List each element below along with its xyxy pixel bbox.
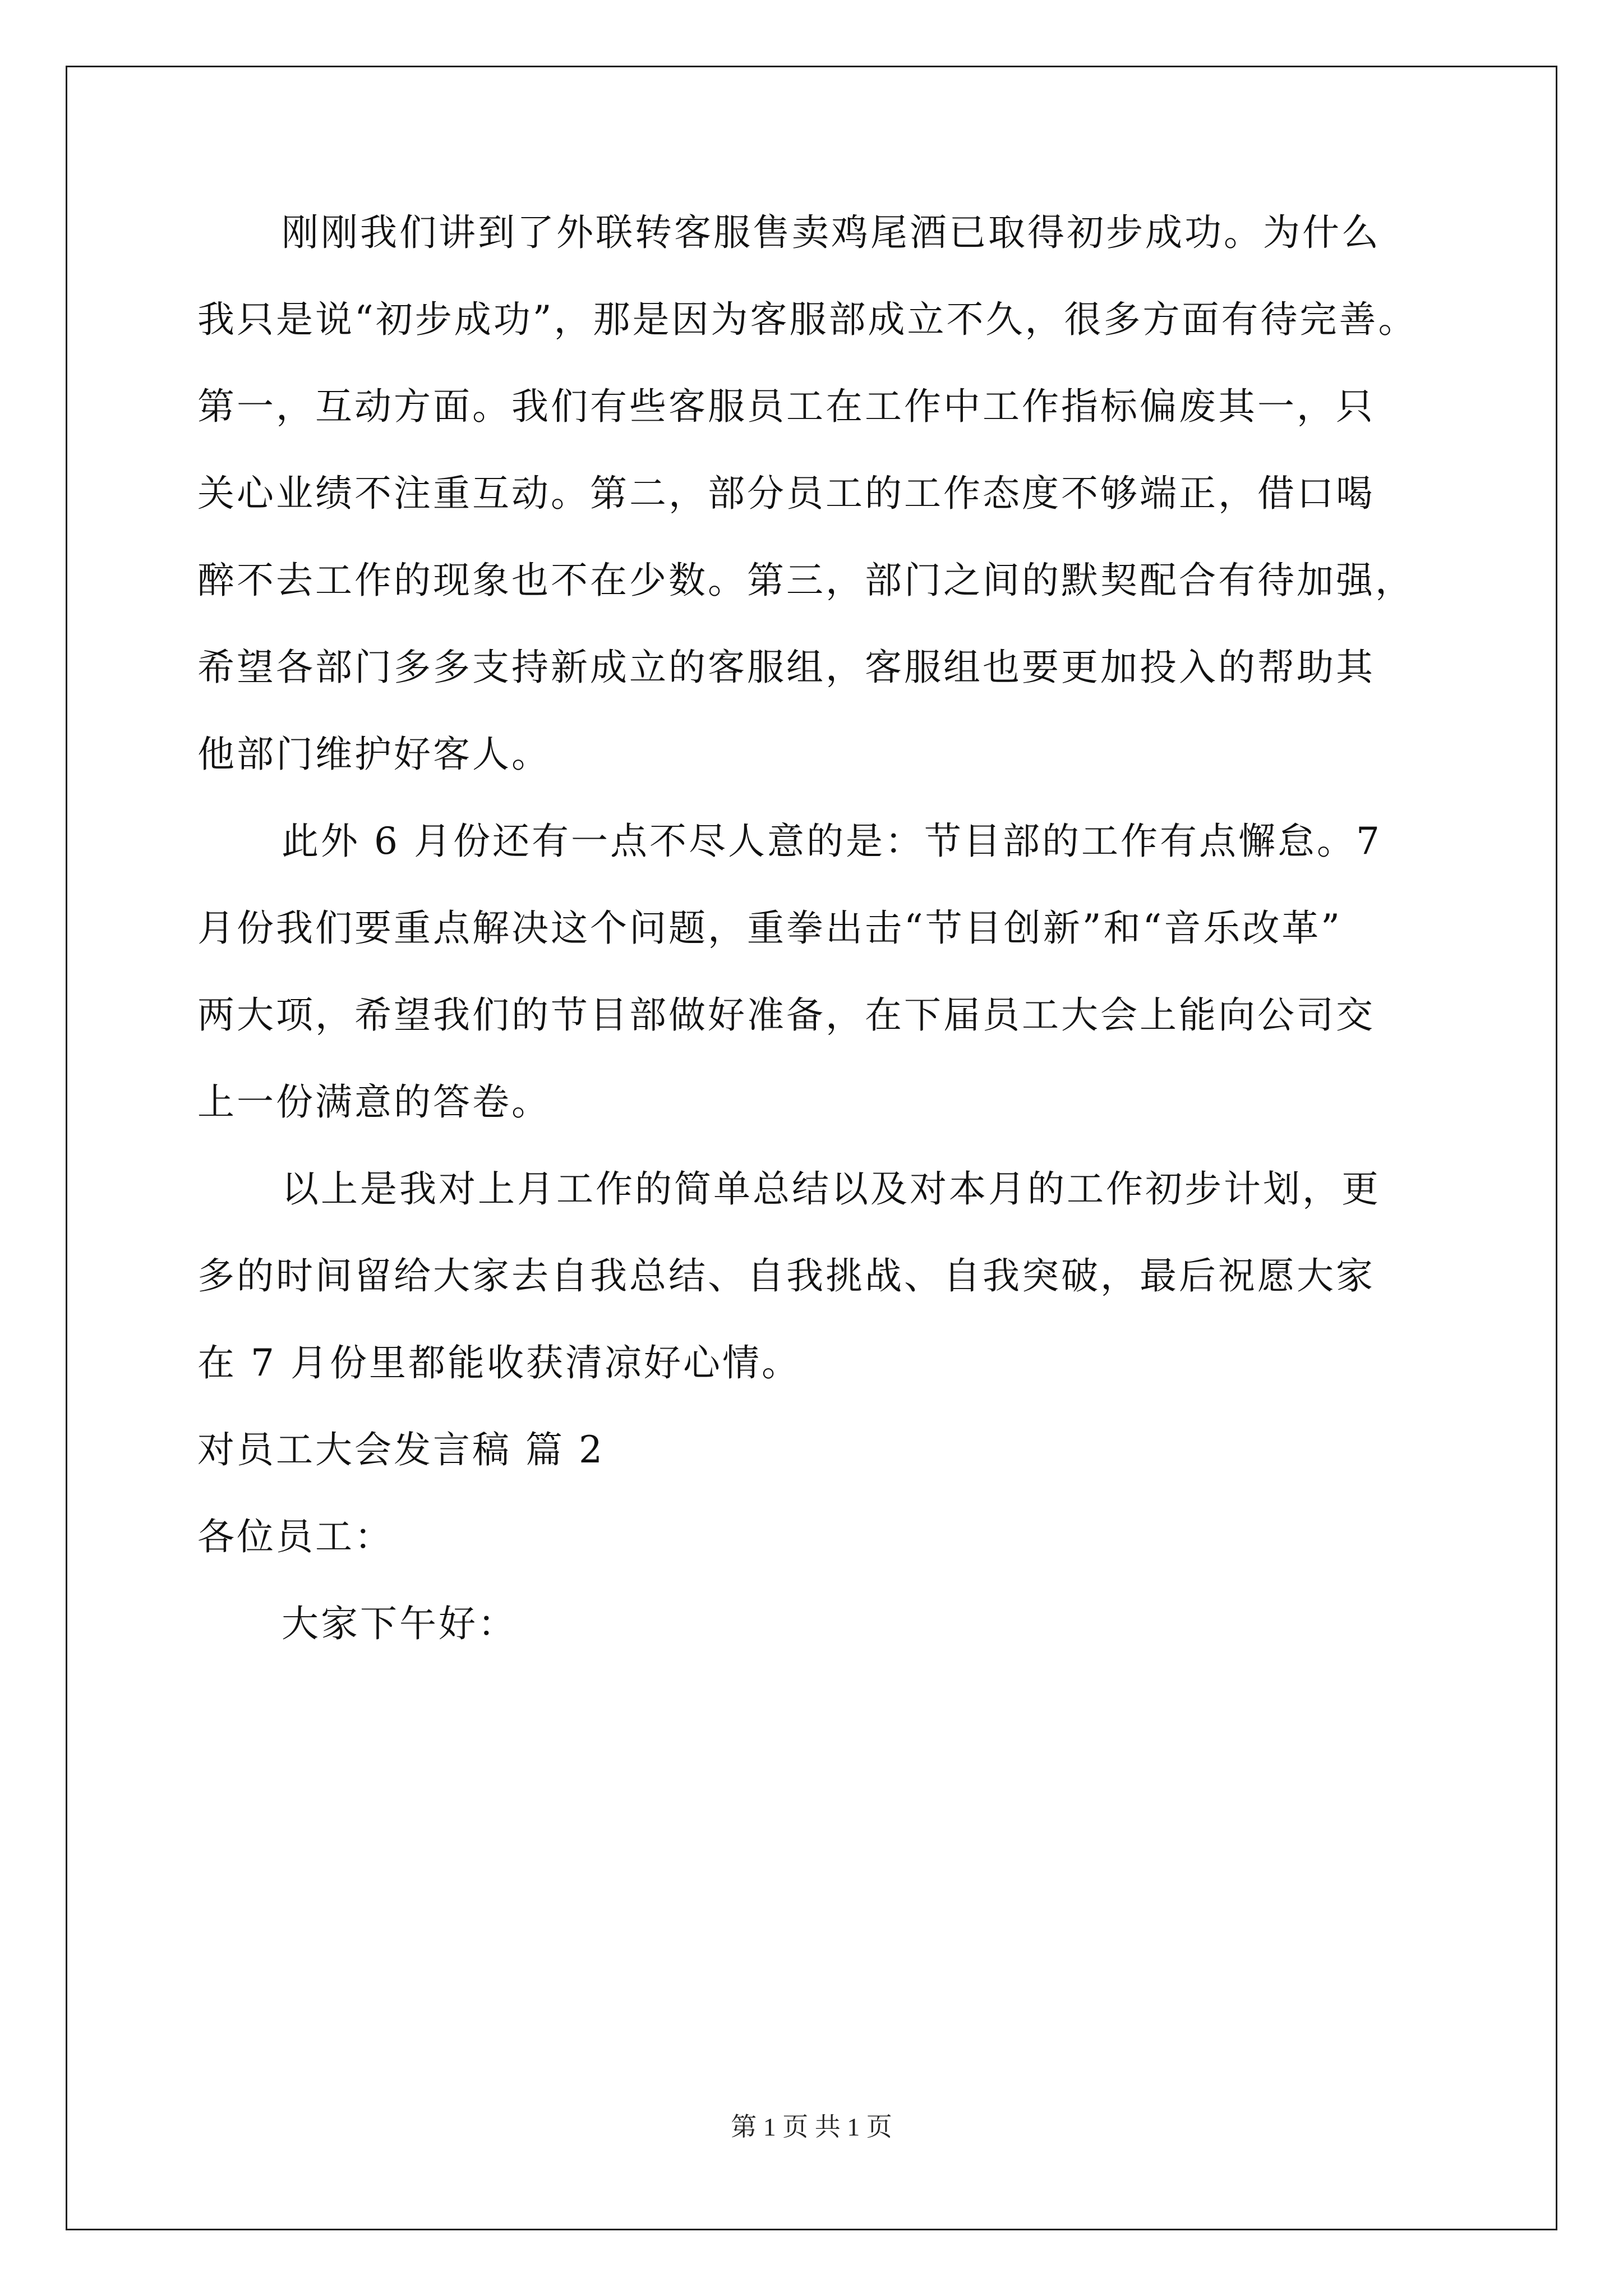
paragraph-line: 两大项，希望我们的节目部做好准备，在下届员工大会上能向公司交	[197, 993, 1375, 1037]
paragraph-line: 关心业绩不注重互动。第二，部分员工的工作态度不够端正，借口喝	[197, 472, 1375, 515]
paragraph-line: 在 7 月份里都能收获清凉好心情。	[197, 1341, 801, 1384]
paragraph-line: 醉不去工作的现象也不在少数。第三，部门之间的默契配合有待加强，	[197, 559, 1414, 602]
paragraph-line: 以上是我对上月工作的简单总结以及对本月的工作初步计划，更	[282, 1167, 1381, 1211]
salutation: 各位员工：	[197, 1515, 394, 1558]
paragraph-line: 月份我们要重点解决这个问题，重拳出击“节目创新”和“音乐改革”	[197, 907, 1342, 950]
paragraph-line: 上一份满意的答卷。	[197, 1080, 551, 1124]
paragraph-line: 多的时间留给大家去自我总结、自我挑战、自我突破，最后祝愿大家	[197, 1254, 1375, 1297]
paragraph-line: 我只是说“初步成功”，那是因为客服部成立不久，很多方面有待完善。	[197, 298, 1418, 341]
paragraph-line: 他部门维护好客人。	[197, 733, 551, 776]
paragraph-line: 此外 6 月份还有一点不尽人意的是：节目部的工作有点懈怠。7	[282, 820, 1382, 863]
paragraph-line: 希望各部门多多支持新成立的客服组，客服组也要更加投入的帮助其	[197, 646, 1375, 689]
section-heading: 对员工大会发言稿 篇 2	[197, 1428, 605, 1471]
greeting: 大家下午好：	[282, 1602, 517, 1645]
page-footer: 第 1 页 共 1 页	[731, 2113, 892, 2141]
paragraph-line: 刚刚我们讲到了外联转客服售卖鸡尾酒已取得初步成功。为什么	[282, 211, 1381, 254]
paragraph-line: 第一，互动方面。我们有些客服员工在工作中工作指标偏废其一，只	[197, 385, 1375, 428]
